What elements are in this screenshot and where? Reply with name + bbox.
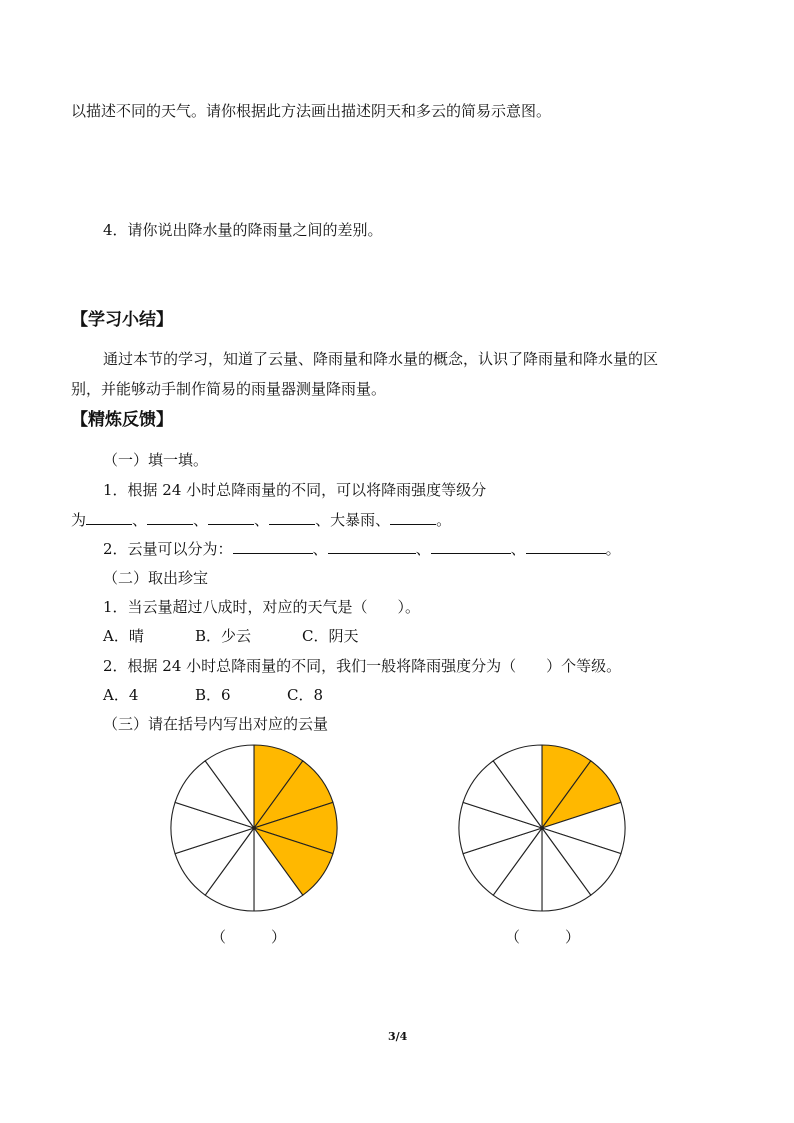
question-4: 4．请你说出降水量的降雨量之间的差别。 — [103, 221, 383, 239]
answer-paren-left[interactable]: （ ） — [211, 928, 287, 946]
heavy-rain-label: 大暴雨 — [330, 511, 376, 529]
blank-4[interactable] — [269, 510, 315, 525]
summary-header: 【学习小结】 — [71, 310, 173, 330]
sep: 、 — [315, 511, 331, 529]
choice-2-option-b[interactable]: B．6 — [195, 686, 231, 704]
fill1-lead: 为 — [71, 511, 87, 529]
period: 。 — [605, 540, 621, 558]
summary-line-2: 别，并能够动手制作简易的雨量器测量降雨量。 — [71, 380, 387, 398]
choice-question-1: 1．当云量超过八成时，对应的天气是（ ）。 — [103, 598, 421, 616]
part2-title: （二）取出珍宝 — [103, 569, 209, 587]
sep: 、 — [415, 540, 431, 558]
part3-title: （三）请在括号内写出对应的云量 — [103, 715, 329, 733]
sep: 、 — [254, 511, 270, 529]
choice-question-2: 2．根据 24 小时总降雨量的不同，我们一般将降雨强度分为（ ）个等级。 — [103, 657, 622, 675]
sep: 、 — [375, 511, 391, 529]
cloud-blank-4[interactable] — [526, 539, 606, 554]
choice-1-option-a[interactable]: A．晴 — [103, 627, 144, 645]
answer-paren-right[interactable]: （ ） — [505, 928, 581, 946]
choice-2-option-c[interactable]: C．8 — [287, 686, 324, 704]
summary-line-1: 通过本节的学习，知道了云量、降雨量和降水量的概念，认识了降雨量和降水量的区 — [103, 350, 659, 368]
blank-1[interactable] — [86, 510, 132, 525]
feedback-header: 【精炼反馈】 — [71, 410, 173, 430]
blank-5[interactable] — [390, 510, 436, 525]
blank-3[interactable] — [208, 510, 254, 525]
blank-2[interactable] — [147, 510, 193, 525]
sep: 、 — [312, 540, 328, 558]
fill-question-1-b — [71, 510, 451, 530]
fill-question-1-a: 1．根据 24 小时总降雨量的不同，可以将降雨强度等级分 — [103, 481, 487, 499]
cloud-pie-left — [164, 738, 344, 918]
cloud-blank-1[interactable] — [233, 539, 313, 554]
fill-question-2 — [103, 539, 621, 559]
sep: 、 — [510, 540, 526, 558]
fill2-lead: 2．云量可以分为： — [103, 540, 233, 558]
period: 。 — [436, 511, 452, 529]
choice-1-option-b[interactable]: B．少云 — [195, 627, 252, 645]
intro-tail-line: 以描述不同的天气。请你根据此方法画出描述阴天和多云的简易示意图。 — [71, 102, 552, 120]
choice-2-option-a[interactable]: A．4 — [103, 686, 139, 704]
sep: 、 — [193, 511, 209, 529]
choice-1-option-c[interactable]: C．阴天 — [302, 627, 359, 645]
cloud-pie-right — [452, 738, 632, 918]
cloud-blank-2[interactable] — [328, 539, 416, 554]
part1-title: （一）填一填。 — [103, 451, 209, 469]
cloud-blank-3[interactable] — [431, 539, 511, 554]
sep: 、 — [132, 511, 148, 529]
page-number: 3/4 — [388, 1030, 408, 1043]
